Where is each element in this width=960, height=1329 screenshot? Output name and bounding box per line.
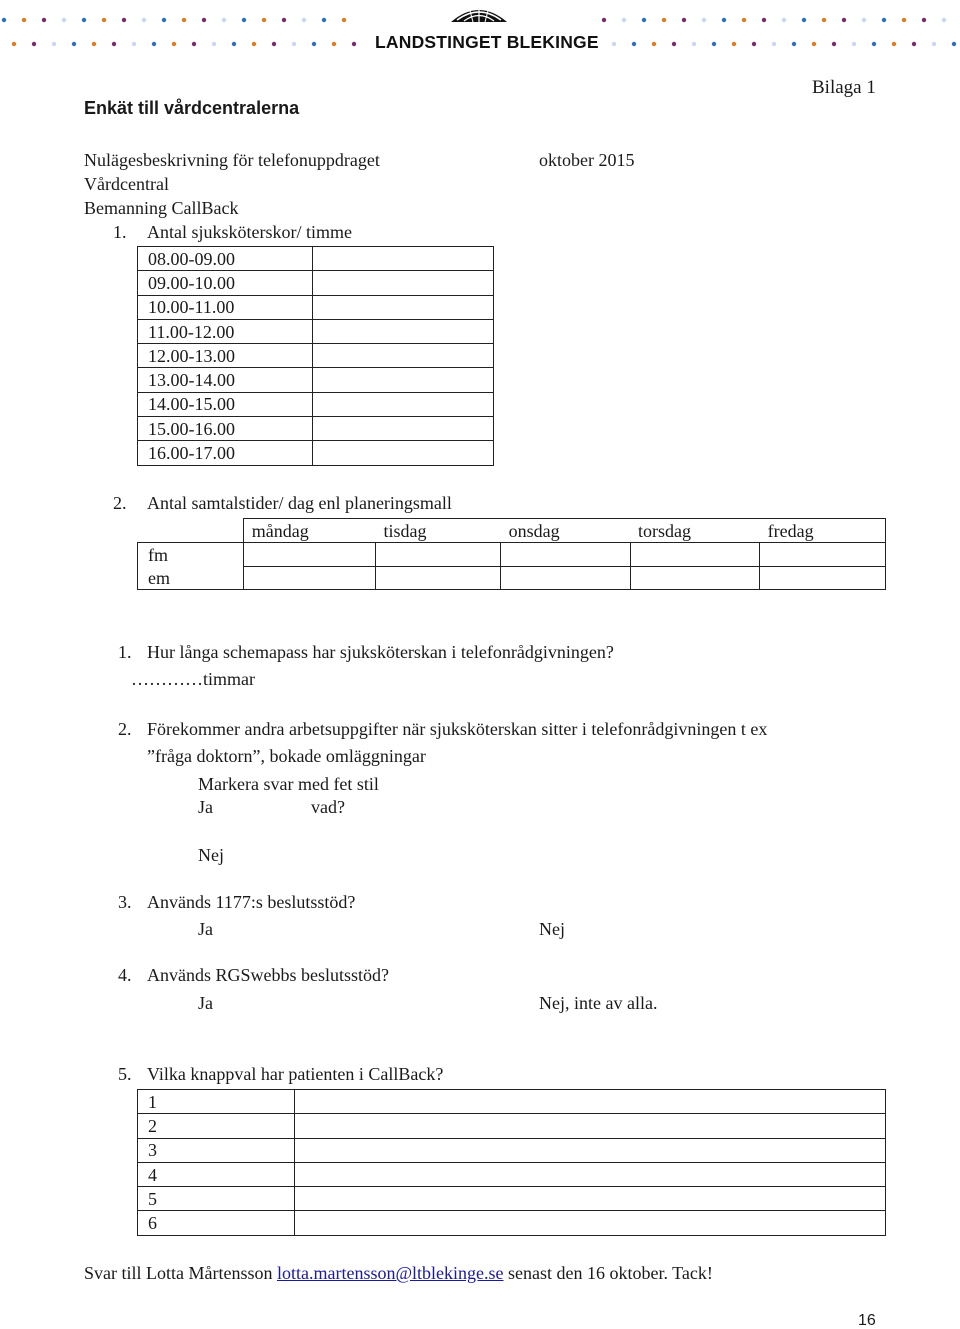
header-dot bbox=[692, 42, 696, 46]
time-slot-answer-cell[interactable] bbox=[313, 295, 494, 319]
slot-answer-cell[interactable] bbox=[760, 543, 886, 567]
p5-text: Vilka knappval har patienten i CallBack? bbox=[147, 1064, 444, 1084]
header-dot bbox=[652, 42, 656, 46]
header-dot bbox=[952, 42, 956, 46]
time-slot-answer-cell[interactable] bbox=[313, 441, 494, 465]
day-header: måndag bbox=[243, 519, 375, 543]
p3-text: Används 1177:s beslutsstöd? bbox=[147, 892, 356, 912]
slot-answer-cell[interactable] bbox=[630, 566, 760, 590]
header-dot bbox=[182, 18, 186, 22]
slot-answer-cell[interactable] bbox=[760, 566, 886, 590]
header-dot bbox=[92, 42, 96, 46]
header-dot bbox=[882, 18, 886, 22]
button-option-answer-cell[interactable] bbox=[295, 1090, 886, 1114]
header-dot bbox=[262, 18, 266, 22]
q1-text: Antal sjuksköterskor/ timme bbox=[147, 222, 352, 242]
day-header: torsdag bbox=[630, 519, 760, 543]
button-option-label: 3 bbox=[138, 1138, 295, 1162]
button-option-label: 5 bbox=[138, 1187, 295, 1211]
header-dot bbox=[222, 18, 226, 22]
header-dot bbox=[602, 18, 606, 22]
header-dot bbox=[172, 42, 176, 46]
slot-answer-cell[interactable] bbox=[375, 566, 500, 590]
p2-no-option[interactable]: Nej bbox=[198, 845, 224, 865]
header-dot bbox=[932, 42, 936, 46]
table-row bbox=[138, 368, 494, 392]
header-dot bbox=[822, 18, 826, 22]
q2-text: Antal samtalstider/ dag enl planeringsmall bbox=[147, 493, 452, 513]
p1-number: 1. bbox=[118, 642, 132, 662]
table-row bbox=[138, 417, 494, 441]
table-row bbox=[138, 344, 494, 368]
time-slot-answer-cell[interactable] bbox=[313, 417, 494, 441]
header-dot bbox=[612, 42, 616, 46]
header-dot bbox=[812, 42, 816, 46]
table-row bbox=[138, 247, 494, 271]
time-slot-label: 16.00-17.00 bbox=[138, 441, 313, 465]
header-dot bbox=[42, 18, 46, 22]
day-header: tisdag bbox=[375, 519, 500, 543]
period-label: em bbox=[138, 566, 244, 590]
header-dot bbox=[322, 18, 326, 22]
button-option-answer-cell[interactable] bbox=[295, 1211, 886, 1235]
header-dot bbox=[672, 42, 676, 46]
header-dot bbox=[122, 18, 126, 22]
table-row bbox=[138, 1114, 886, 1138]
table-row bbox=[138, 1138, 886, 1162]
header-dot bbox=[2, 18, 6, 22]
table-row bbox=[138, 566, 886, 590]
header-dot bbox=[792, 42, 796, 46]
table-row bbox=[138, 1211, 886, 1235]
time-slot-answer-cell[interactable] bbox=[313, 392, 494, 416]
time-slot-answer-cell[interactable] bbox=[313, 319, 494, 343]
button-option-answer-cell[interactable] bbox=[295, 1114, 886, 1138]
p5-number: 5. bbox=[118, 1064, 132, 1084]
day-header: fredag bbox=[760, 519, 886, 543]
header-dot bbox=[282, 18, 286, 22]
header-dot bbox=[212, 42, 216, 46]
header-dot bbox=[912, 42, 916, 46]
button-option-answer-cell[interactable] bbox=[295, 1187, 886, 1211]
header-dot bbox=[252, 42, 256, 46]
q2-table bbox=[137, 518, 886, 590]
header-dot bbox=[192, 42, 196, 46]
header-dot bbox=[82, 18, 86, 22]
time-slot-answer-cell[interactable] bbox=[313, 247, 494, 271]
p2-text: Förekommer andra arbetsuppgifter när sjuksköterskan sitter i telefonrådgivningen t ex bbox=[147, 719, 768, 739]
slot-answer-cell[interactable] bbox=[630, 543, 760, 567]
footer-prefix: Svar till Lotta Mårtensson bbox=[84, 1263, 273, 1283]
header-dot bbox=[32, 42, 36, 46]
header-dot bbox=[312, 42, 316, 46]
header-dot bbox=[782, 18, 786, 22]
day-header: onsdag bbox=[501, 519, 630, 543]
header-dot bbox=[862, 18, 866, 22]
header-dot bbox=[142, 18, 146, 22]
p2-number: 2. bbox=[118, 719, 132, 739]
button-option-label: 4 bbox=[138, 1162, 295, 1186]
p2-what-label: vad? bbox=[311, 797, 345, 817]
p5-table bbox=[137, 1089, 886, 1236]
table-row bbox=[138, 295, 494, 319]
time-slot-answer-cell[interactable] bbox=[313, 368, 494, 392]
header-dot bbox=[132, 42, 136, 46]
button-option-label: 6 bbox=[138, 1211, 295, 1235]
header-dot bbox=[302, 18, 306, 22]
header-dot bbox=[72, 42, 76, 46]
header-dot bbox=[202, 18, 206, 22]
slot-answer-cell[interactable] bbox=[375, 543, 500, 567]
time-slot-answer-cell[interactable] bbox=[313, 271, 494, 295]
period-label: fm bbox=[138, 543, 244, 567]
slot-answer-cell[interactable] bbox=[501, 543, 630, 567]
header-dot bbox=[722, 18, 726, 22]
header-dot bbox=[872, 42, 876, 46]
header-dot bbox=[842, 18, 846, 22]
header-dot bbox=[712, 42, 716, 46]
header-dot bbox=[682, 18, 686, 22]
header-dot bbox=[922, 18, 926, 22]
header-dot bbox=[292, 42, 296, 46]
header-dot bbox=[772, 42, 776, 46]
header-dot bbox=[662, 18, 666, 22]
time-slot-label: 09.00-10.00 bbox=[138, 271, 313, 295]
p4-no-option[interactable]: Nej, inte av alla. bbox=[539, 993, 658, 1013]
appendix-label: Bilaga 1 bbox=[812, 77, 876, 98]
header-dot bbox=[632, 42, 636, 46]
document-title: Enkät till vårdcentralerna bbox=[84, 98, 300, 118]
time-slot-label: 15.00-16.00 bbox=[138, 417, 313, 441]
header-dot bbox=[102, 18, 106, 22]
header-dot bbox=[52, 42, 56, 46]
p1-text: Hur långa schemapass har sjuksköterskan i telefonrådgivningen? bbox=[147, 642, 614, 662]
p3-number: 3. bbox=[118, 892, 132, 912]
time-slot-label: 10.00-11.00 bbox=[138, 295, 313, 319]
header-dot bbox=[942, 18, 946, 22]
p3-no-option[interactable]: Nej bbox=[539, 919, 565, 939]
p1-answer: …………timmar bbox=[131, 669, 255, 689]
button-option-label: 2 bbox=[138, 1114, 295, 1138]
table-row bbox=[138, 271, 494, 295]
p2-text-2: ”fråga doktorn”, bokade omläggningar bbox=[147, 746, 426, 766]
header-dot bbox=[642, 18, 646, 22]
header-dot bbox=[732, 42, 736, 46]
table-row bbox=[138, 319, 494, 343]
table-row bbox=[138, 1162, 886, 1186]
q2-number: 2. bbox=[113, 493, 127, 513]
header-dot bbox=[752, 42, 756, 46]
page-number: 16 bbox=[858, 1312, 876, 1329]
email-link[interactable]: lotta.martensson@ltblekinge.se bbox=[276, 1263, 504, 1283]
time-slot-label: 11.00-12.00 bbox=[138, 319, 313, 343]
header-dot bbox=[852, 42, 856, 46]
p2-yes-option[interactable]: Ja bbox=[198, 797, 213, 817]
header-dot bbox=[62, 18, 66, 22]
slot-answer-cell[interactable] bbox=[501, 566, 630, 590]
header-dot bbox=[162, 18, 166, 22]
footer-line bbox=[84, 1264, 713, 1282]
time-slot-label: 13.00-14.00 bbox=[138, 368, 313, 392]
p4-number: 4. bbox=[118, 965, 132, 985]
q1-table bbox=[137, 246, 494, 466]
button-option-answer-cell[interactable] bbox=[295, 1162, 886, 1186]
button-option-answer-cell[interactable] bbox=[295, 1138, 886, 1162]
header-dot bbox=[232, 42, 236, 46]
header-dot bbox=[272, 42, 276, 46]
q1-number: 1. bbox=[113, 222, 127, 242]
p3-yes-option[interactable]: Ja bbox=[198, 919, 213, 939]
table-row bbox=[138, 1187, 886, 1211]
footer-suffix: senast den 16 oktober. Tack! bbox=[508, 1263, 713, 1283]
header-dot bbox=[342, 18, 346, 22]
intro-line-3: Bemanning CallBack bbox=[84, 198, 239, 218]
header-dot bbox=[112, 42, 116, 46]
table-row bbox=[138, 392, 494, 416]
header-dot bbox=[802, 18, 806, 22]
header-dot bbox=[832, 42, 836, 46]
header-dot bbox=[22, 18, 26, 22]
header-dot bbox=[332, 42, 336, 46]
time-slot-label: 08.00-09.00 bbox=[138, 247, 313, 271]
header-dot bbox=[892, 42, 896, 46]
header-dot bbox=[152, 42, 156, 46]
organization-name: LANDSTINGET BLEKINGE bbox=[375, 32, 599, 52]
header-dot bbox=[242, 18, 246, 22]
corner-cell bbox=[138, 519, 244, 543]
intro-line-2: Vårdcentral bbox=[84, 174, 169, 194]
table-header-row bbox=[138, 519, 886, 543]
slot-answer-cell[interactable] bbox=[243, 543, 375, 567]
header-dot bbox=[902, 18, 906, 22]
table-row bbox=[138, 441, 494, 465]
p2-instruction: Markera svar med fet stil bbox=[198, 774, 379, 794]
intro-line-1: Nulägesbeskrivning för telefonuppdraget bbox=[84, 150, 380, 170]
header-dot bbox=[702, 18, 706, 22]
header-dot bbox=[622, 18, 626, 22]
header-dot bbox=[742, 18, 746, 22]
button-option-label: 1 bbox=[138, 1090, 295, 1114]
table-row bbox=[138, 1090, 886, 1114]
time-slot-answer-cell[interactable] bbox=[313, 344, 494, 368]
header-dot bbox=[762, 18, 766, 22]
header-dot bbox=[352, 42, 356, 46]
p4-yes-option[interactable]: Ja bbox=[198, 993, 213, 1013]
time-slot-label: 12.00-13.00 bbox=[138, 344, 313, 368]
header-dot bbox=[12, 42, 16, 46]
time-slot-label: 14.00-15.00 bbox=[138, 392, 313, 416]
table-row bbox=[138, 543, 886, 567]
p4-text: Används RGSwebbs beslutsstöd? bbox=[147, 965, 389, 985]
intro-date: oktober 2015 bbox=[539, 150, 635, 170]
slot-answer-cell[interactable] bbox=[243, 566, 375, 590]
